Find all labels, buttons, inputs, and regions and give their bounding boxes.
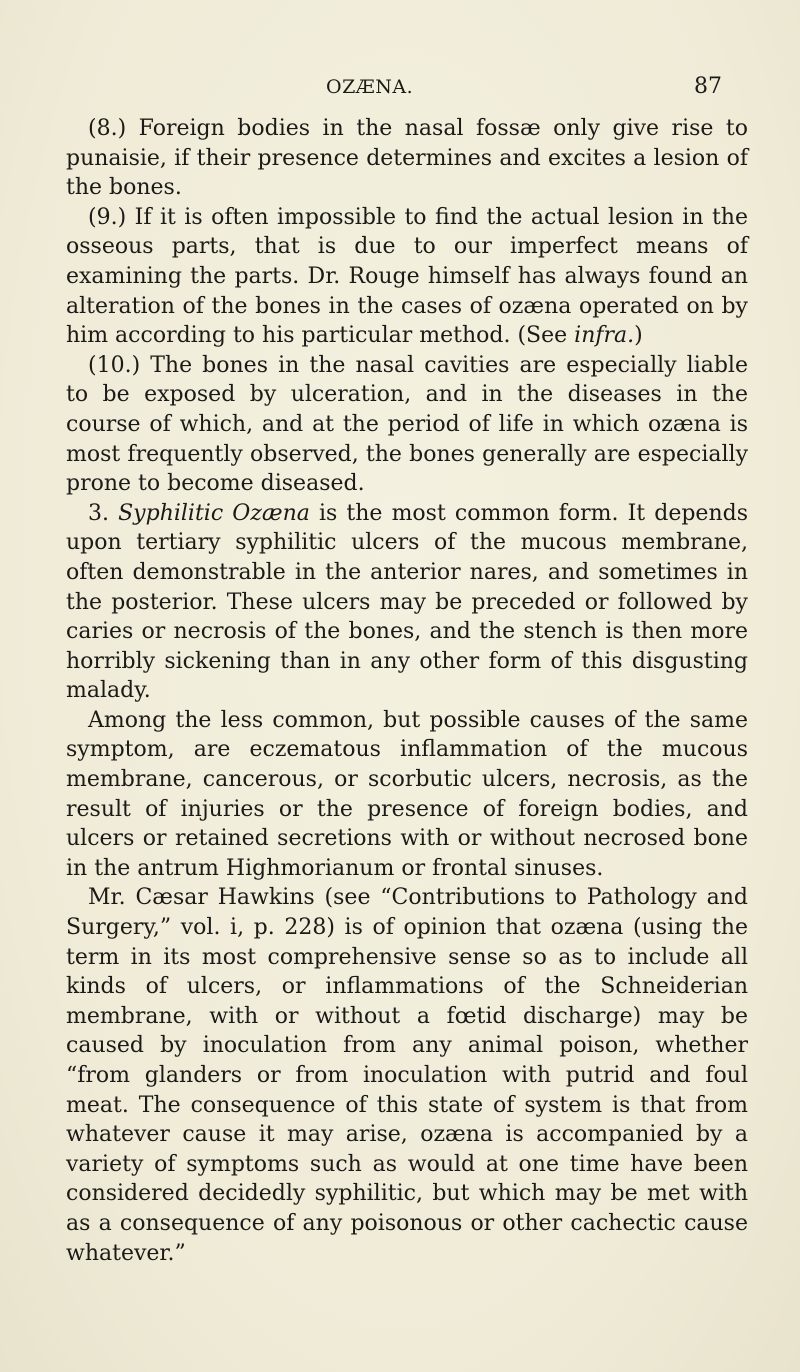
body-text [66, 114, 748, 1268]
page-header [0, 76, 800, 106]
paragraph-10 [66, 351, 748, 499]
paragraph-text: (8.) Foreign bodies in the nasal fossæ only give rise to punaisie, if their presence determines and excites a lesion of the bones. [66, 116, 748, 201]
paragraph-hawkins [66, 883, 748, 1268]
paragraph-syphilitic-ozaena [66, 499, 748, 706]
section-heading: Syphilitic Ozæna [118, 500, 310, 526]
page-number: 87 [694, 74, 722, 99]
paragraph-9 [66, 203, 748, 351]
italic-reference: infra. [574, 323, 635, 349]
paragraph-other-causes [66, 706, 748, 884]
running-head: OZÆNA. [326, 76, 414, 98]
paragraph-text: (10.) The bones in the nasal cavities are especially liable to be exposed by ulceration, and in the diseases in the course of which, and at the period of life in which ozæna is most frequently observed, the bones generally are especially prone to become diseased. [66, 352, 748, 497]
paragraph-text: (9.) If it is often impossible to find the actual lesion in the osseous parts, that is due to our imperfect means of examining the parts. Dr. Rouge himself has always found an alteration of the bones in the cases of ozæna operated on by him according to his particular method. (See [66, 204, 748, 349]
paragraph-8 [66, 114, 748, 203]
section-number: 3. [88, 500, 119, 526]
paragraph-text: is the most common form. It depends upon tertiary syphilitic ulcers of the mucous membrane, often demonstrable in the anterior nares, and sometimes in the posterior. These ulcers may be preceded or followed by caries or necrosis of the bones, and the stench is then more horribly sickening than in any other form of this disgusting malady. [66, 500, 748, 704]
paragraph-text: ) [634, 323, 643, 349]
paragraph-text: Among the less common, but possible causes of the same symptom, are eczematous inflammation of the mucous membrane, cancerous, or scorbutic ulcers, necrosis, as the result of injuries or the presence of foreign bodies, and ulcers or retained secretions with or without necrosed bone in the antrum Highmorianum or frontal sinuses. [66, 707, 748, 881]
paragraph-text: Mr. Cæsar Hawkins (see “Contributions to Pathology and Surgery,” vol. i, p. 228) is of opinion that ozæna (using the term in its most comprehensive sense so as to include all kinds of ulcers, or inflammations of the Schneiderian membrane, with or without a fœtid discharge) may be caused by inoculation from any animal poison, whether “from glanders or from inoculation with putrid and foul meat. The consequence of this state of system is that from whatever cause it may arise, ozæna is accompanied by a variety of symptoms such as would at one time have been considered decidedly syphilitic, but which may be met with as a consequence of any poisonous or other cachectic cause whatever.” [66, 885, 748, 1266]
